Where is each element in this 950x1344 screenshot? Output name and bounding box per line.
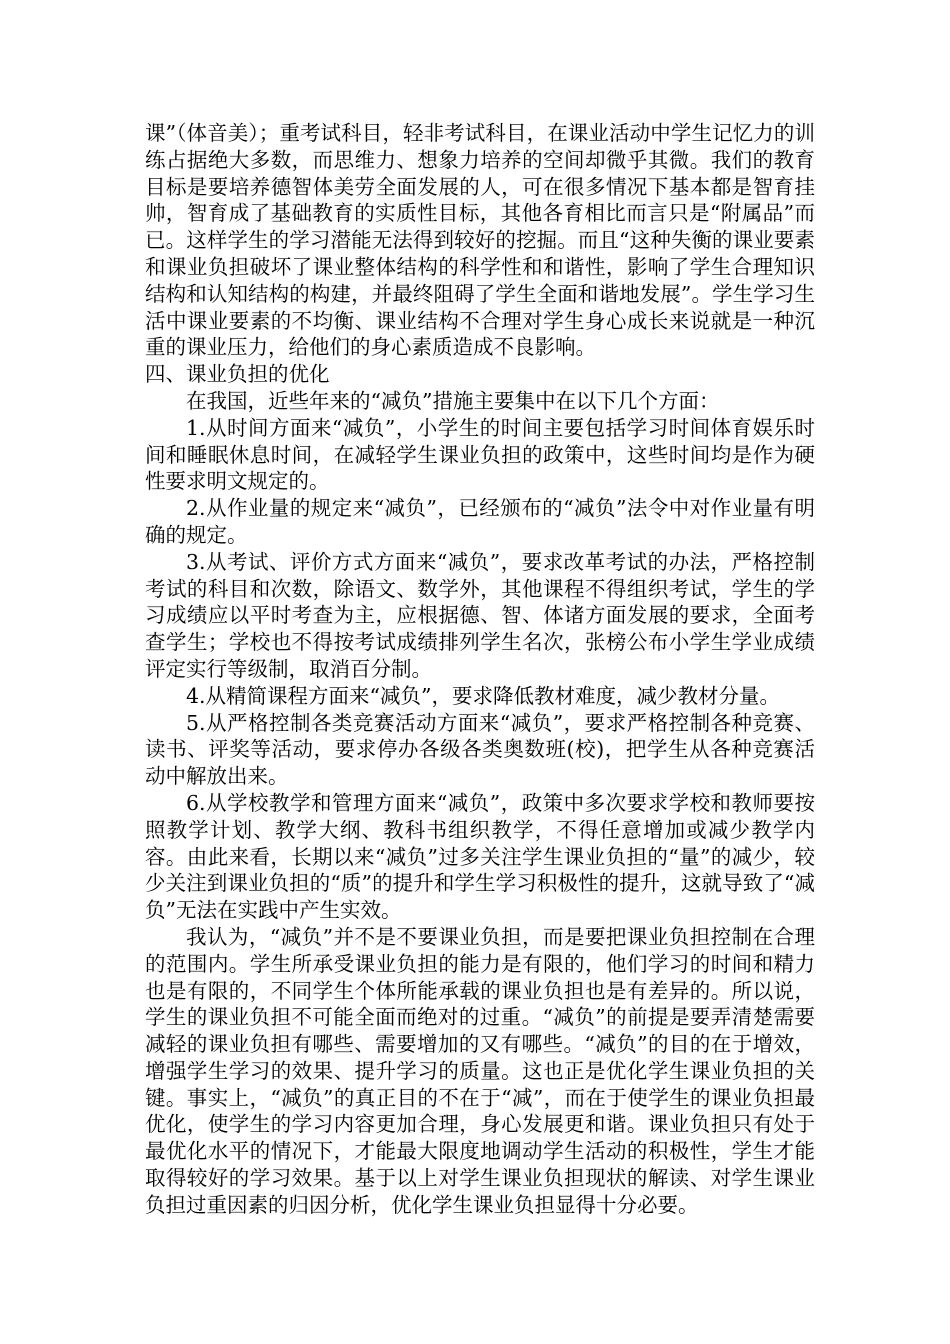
list-item-6: 6.从学校教学和管理方面来“减负”，政策中多次要求学校和教师要按照教学计划、教学大纲、教科书组织教学，不得任意增加或减少教学内容。由此来看，长期以来“减负”过多关注学生课业负担的“量”的减少，较少关注到课业负担的“质”的提升和学生学习积极性的提升，这就导致了“减负”无法在实践中产生实效。 xyxy=(145,790,815,923)
paragraph-intro: 在我国，近些年来的“减负”措施主要集中在以下几个方面： xyxy=(186,388,720,413)
list-item-5: 5.从严格控制各类竞赛活动方面来“减负”，要求严格控制各种竞赛、读书、评奖等活动，要求停办各级各类奥数班(校)，把学生从各种竞赛活动中解放出来。 xyxy=(145,710,815,789)
document-body xyxy=(145,120,815,1219)
section-heading: 四、课业负担的优化 xyxy=(145,362,330,387)
list-item-2: 2.从作业量的规定来“减负”，已经颁布的“减负”法令中对作业量有明确的规定。 xyxy=(145,496,815,547)
list-item-1: 1.从时间方面来“减负”，小学生的时间主要包括学习时间体育娱乐时间和睡眠休息时间，在减轻学生课业负担的政策中，这些时间均是作为硬性要求明文规定的。 xyxy=(145,415,815,494)
paragraph-continuation: 课”（体音美）；重考试科目，轻非考试科目，在课业活动中学生记忆力的训练占据绝大多数，而思维力、想象力培养的空间却微乎其微。我们的教育目标是要培养德智体美劳全面发展的人，可在很多情况下基本都是智育挂帅，智育成了基础教育的实质性目标，其他各育相比而言只是“附属品”而已。这样学生的学习潜能无法得到较好的挖掘。而且“这种失衡的课业要素和课业负担破坏了课业整体结构的科学性和和谐性，影响了学生合理知识结构和认知结构的构建，并最终阻碍了学生全面和谐地发展”。学生学习生活中课业要素的不均衡、课业结构不合理对学生身心成长来说就是一种沉重的课业压力，给他们的身心素质造成不良影响。 xyxy=(145,121,815,360)
list-item-3: 3.从考试、评价方式方面来“减负”，要求改革考试的办法，严格控制考试的科目和次数，除语文、数学外，其他课程不得组织考试，学生的学习成绩应以平时考查为主，应根据德、智、体诸方面发展的要求，全面考查学生；学校也不得按考试成绩排列学生名次，张榜公布小学生学业成绩评定实行等级制，取消百分制。 xyxy=(145,549,815,681)
paragraph-conclusion: 我认为，“减负”并不是不要课业负担，而是要把课业负担控制在合理的范围内。学生所承受课业负担的能力是有限的，他们学习的时间和精力也是有限的，不同学生个体所能承载的课业负担也是有差异的。所以说，学生的课业负担不可能全面而绝对的过重。“减负”的前提是要弄清楚需要减轻的课业负担有哪些、需要增加的又有哪些。“减负”的目的在于增效，增强学生学习的效果、提升学习的质量。这也正是优化学生课业负担的关键。事实上，“减负”的真正目的不在于“减”，而在于使学生的课业负担最优化，使学生的学习内容更加合理，身心发展更和谐。课业负担只有处于最优化水平的情况下，才能最大限度地调动学生活动的积极性，学生才能取得较好的学习效果。基于以上对学生课业负担现状的解读、对学生课业负担过重因素的归因分析，优化学生课业负担显得十分必要。 xyxy=(145,924,815,1217)
list-item-4: 4.从精简课程方面来“减负”，要求降低教材难度，减少教材分量。 xyxy=(186,683,781,708)
